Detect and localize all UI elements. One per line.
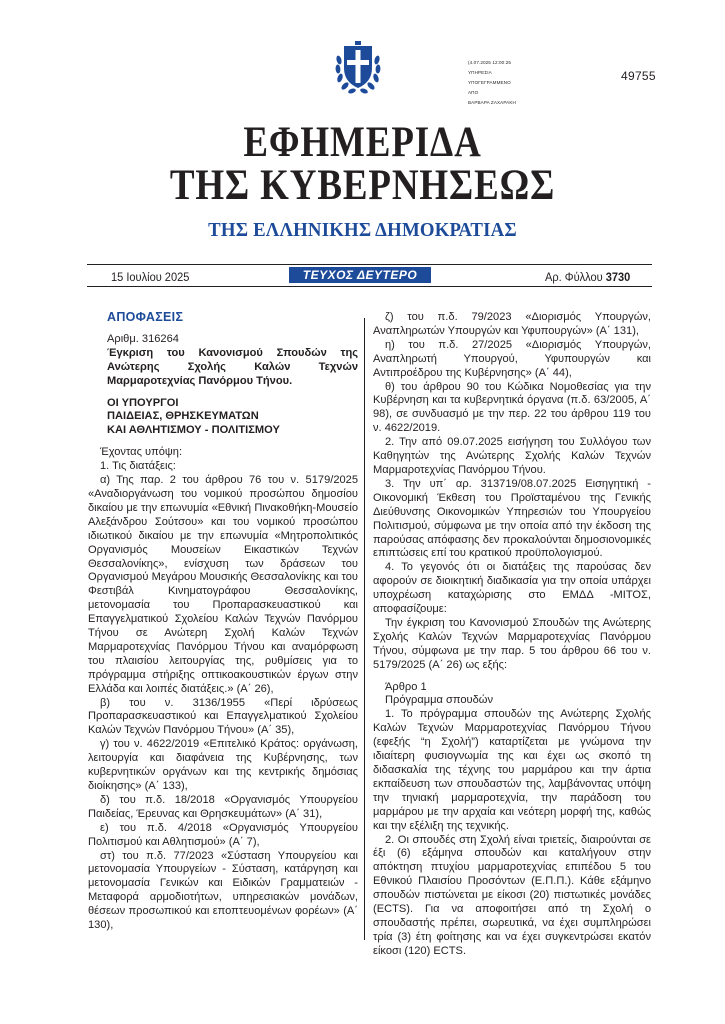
signature-line: ΥΠΗΡΕΣΙΑ: [468, 70, 492, 75]
provision-f: στ) του π.δ. 77/2023 «Σύσταση Υπουργείου και μετονομασία Υπουργείων - Σύσταση, κατάργηση και μετονομασία Γενικών και Ειδικών Γραμματειών - Μεταφορά αρμοδιοτήτων, υπηρεσιακών μονάδων, θέσεων προσωπικού και εποπτευομένων φορέων» (Α΄ 130),: [88, 849, 358, 932]
header-rule-bottom: [87, 286, 652, 287]
provision-d: δ) του π.δ. 18/2018 «Οργανισμός Υπουργείου Παιδείας, Έρευνας και Θρησκευμάτων» (Α΄ 31),: [88, 793, 358, 820]
sheet-label: Αρ. Φύλλου: [545, 270, 606, 284]
decision-heading: Έγκριση του Κανονισμού Σπουδών της Ανώτερης Σχολής Καλών Τεχνών Μαρμαροτεχνίας Πανόρμου Τήνου.: [107, 346, 358, 387]
sheet-number: [545, 270, 630, 284]
ministers-line-3: ΚΑΙ ΑΘΛΗΤΙΣΜΟΥ - ΠΟΛΙΤΙΣΜΟΥ: [107, 424, 280, 437]
provision-item-1: 1. Τις διατάξεις:: [100, 460, 176, 473]
signature-line: (4.07.2025 12:00:25: [468, 60, 512, 65]
paragraph-2: 2. Την από 09.07.2025 εισήγηση του Συλλόγου των Καθηγητών της Ανώτερης Σχολής Καλών Τεχνών Μαρμαροτεχνίας Πανόρμου Τήνου.: [373, 436, 651, 476]
provision-th: θ) του άρθρου 90 του Κώδικα Νομοθεσίας για την Κυβέρνηση και τα κυβερνητικά όργανα (π.δ. 63/2005, Α΄ 98), σε συνδυασμό με την περ. 22 του άρθρου 119 του ν. 4622/2019.: [373, 380, 651, 435]
having-in-mind: Έχοντας υπόψη:: [100, 446, 183, 459]
paragraph-4: 4. Το γεγονός ότι οι διατάξεις της παρούσας δεν αφορούν σε διοικητική διαδικασία για την οποία υπάρχει υποχρέωση καταχώρισης στο ΕΜΔΔ -ΜΙΤΟΣ, αποφασίζουμε:: [373, 561, 651, 616]
signature-line: ΑΠΟ: [468, 90, 479, 95]
article-number: Άρθρο 1: [385, 680, 427, 693]
greek-coat-of-arms-icon: [333, 36, 383, 96]
provision-e: ε) του π.δ. 4/2018 «Οργανισμός Υπουργείου Πολιτισμού και Αθλητισμού» (Α΄ 7),: [88, 821, 358, 848]
provision-a: α) Της παρ. 2 του άρθρου 76 του ν. 5179/2025 «Αναδιοργάνωση του νομικού προσώπου δημοσίου δικαίου με την επωνυμία «Εθνική Πινακοθήκη-Μουσείο Αλεξάνδρου Σούτσου» και του νομικού προσώπου ιδιωτικού δικαίου με την επωνυμία «Μητροπολιτικός Οργανισμός Μουσείων Εικαστικών Τεχνών Θεσσαλονίκης», ενίσχυση των δράσεων του Οργανισμού Μεγάρου Μουσικής Θεσσαλονίκης και του Φεστιβάλ Κινηματογράφου Θεσσαλονίκης, μετονομασία του Προπαρασκευαστικού και Επαγγελματικού Σχολείου Καλών Τεχνών Πανόρμου Τήνου σε Ανώτερη Σχολή Καλών Τεχνών Μαρμαροτεχνίας Πανόρμου Τήνου και αναμόρφωση του πλαισίου λειτουργίας της, ρυθμίσεις για το πρόγραμμα στήριξης οπτικοακουστικών έργων στην Ελλάδα και λοιπές διατάξεις.» (Α΄ 26),: [88, 474, 358, 695]
column-divider: [364, 318, 365, 940]
article-paragraph-1: 1. Το πρόγραμμα σπουδών της Ανώτερης Σχολής Καλών Τεχνών Μαρμαροτεχνίας Πανόρμου Τήνου (εφεξής “η Σχολή”) καταρτίζεται με γνώμονα την ιδιαίτερη φυσιογνωμία της και έχει ως σκοπό τη διδασκαλία της τέχνης του μαρμάρου και την άρτια εκπαίδευση των σπουδαστών της, λαμβάνοντας υπόψη την τηνιακή μαρμαροτεχνία, την παράδοση του μαρμάρου με την αρχαία και νεότερη μορφή της, καθώς και την εξέλιξη της τεχνικής.: [373, 708, 651, 832]
article-paragraph-2: 2. Οι σπουδές στη Σχολή είναι τριετείς, διαιρούνται σε έξι (6) εξάμηνα σπουδών και καταλήγουν στην απόκτηση πτυχίου μαρμαροτεχνίας επιπέδου 5 του Εθνικού Πλαισίου Προσόντων (Ε.Π.Π.). Κάθε εξάμηνο σπουδών πιστώνεται με είκοσι (20) πιστωτικές μονάδες (ECTS). Για να αποφοιτήσει από τη Σχολή ο σπουδαστής πρέπει, σωρευτικά, να έχει συμπληρώσει τρία (3) έτη φοίτησης και να έχει συγκεντρώσει εκατόν είκοσι (120) ECTS.: [373, 833, 651, 957]
decision-number: Αριθμ. 316264: [107, 332, 179, 345]
left-column: [88, 311, 358, 933]
right-column: [373, 311, 651, 959]
issue-date: 15 Ιουλίου 2025: [111, 270, 190, 284]
article-title: Πρόγραμμα σπουδών: [385, 694, 494, 707]
ministers-line-1: ΟΙ ΥΠΟΥΡΓΟΙ: [107, 396, 179, 409]
ministers-line-2: ΠΑΙΔΕΙΑΣ, ΘΡΗΣΚΕΥΜΑΤΩΝ: [107, 410, 259, 423]
provision-z: ζ) του π.δ. 79/2023 «Διορισμός Υπουργών, Αναπληρωτών Υπουργών και Υφυπουργών» (Α΄ 131),: [373, 311, 651, 337]
provision-h: η) του π.δ. 27/2025 «Διορισμός Υπουργών, Αναπληρωτή Υπουργού, Υφυπουργών και Αντιπροέδρου της Κυβέρνησης» (Α΄ 44),: [373, 338, 651, 379]
signature-line: ΒΑΡΒΑΡΑ ΖΑΧΑΡΑΚΗ: [468, 100, 516, 105]
decision-text: Την έγκριση του Κανονισμού Σπουδών της Ανώτερης Σχολής Καλών Τεχνών Μαρμαροτεχνίας Πανόρμου Τήνου, σύμφωνα με την παρ. 5 του άρθρου 66 του ν. 5179/2025 (Α΄ 26) ως εξής:: [373, 616, 651, 671]
masthead-title-line1: ΕΦΗΜΕΡΙΔΑ: [243, 119, 482, 166]
section-title: ΑΠΟΦΑΣΕΙΣ: [107, 310, 184, 324]
provision-b: β) του ν. 3136/1955 «Περί ιδρύσεως Προπαρασκευαστικού και Επαγγελματικού Σχολείου Καλών Τεχνών Πανόρμου Τήνου» (Α΄ 35),: [88, 696, 358, 737]
masthead-title-line2: ΤΗΣ ΚΥΒΕΡΝΗΣΕΩΣ: [169, 162, 556, 209]
masthead-subtitle: ΤΗΣ ΕΛΛΗΝΙΚΗΣ ΔΗΜΟΚΡΑΤΙΑΣ: [208, 219, 517, 241]
header-rule-top: [87, 264, 652, 265]
paragraph-3: 3. Την υπ΄ αρ. 313719/08.07.2025 Εισηγητική - Οικονομική Έκθεση του Προϊσταμένου της Γενικής Διεύθυνσης Οικονομικών Υπηρεσιών του Υπουργείου Πολιτισμού, σύμφωνα με την οποία από την έκδοση της παρούσας απόφασης δεν προκαλούνται δημοσιονομικές επιπτώσεις επί του κρατικού προϋπολογισμού.: [373, 477, 651, 560]
issue-type-badge: ΤΕΥΧΟΣ ΔΕΥΤΕΡΟ: [289, 267, 431, 283]
provision-c: γ) του ν. 4622/2019 «Επιτελικό Κράτος: οργάνωση, λειτουργία και διαφάνεια της Κυβέρνησης, των κυβερνητικών οργάνων και της κεντρικής δημόσιας διοίκησης» (Α΄ 133),: [88, 738, 358, 792]
sheet-number-value: 3730: [605, 270, 631, 284]
document-number: 49755: [621, 69, 656, 83]
signature-line: ΥΠΟΓΕΓΡΑΜΜΕΝΟ: [468, 80, 511, 85]
digital-signature-block: [468, 58, 516, 108]
